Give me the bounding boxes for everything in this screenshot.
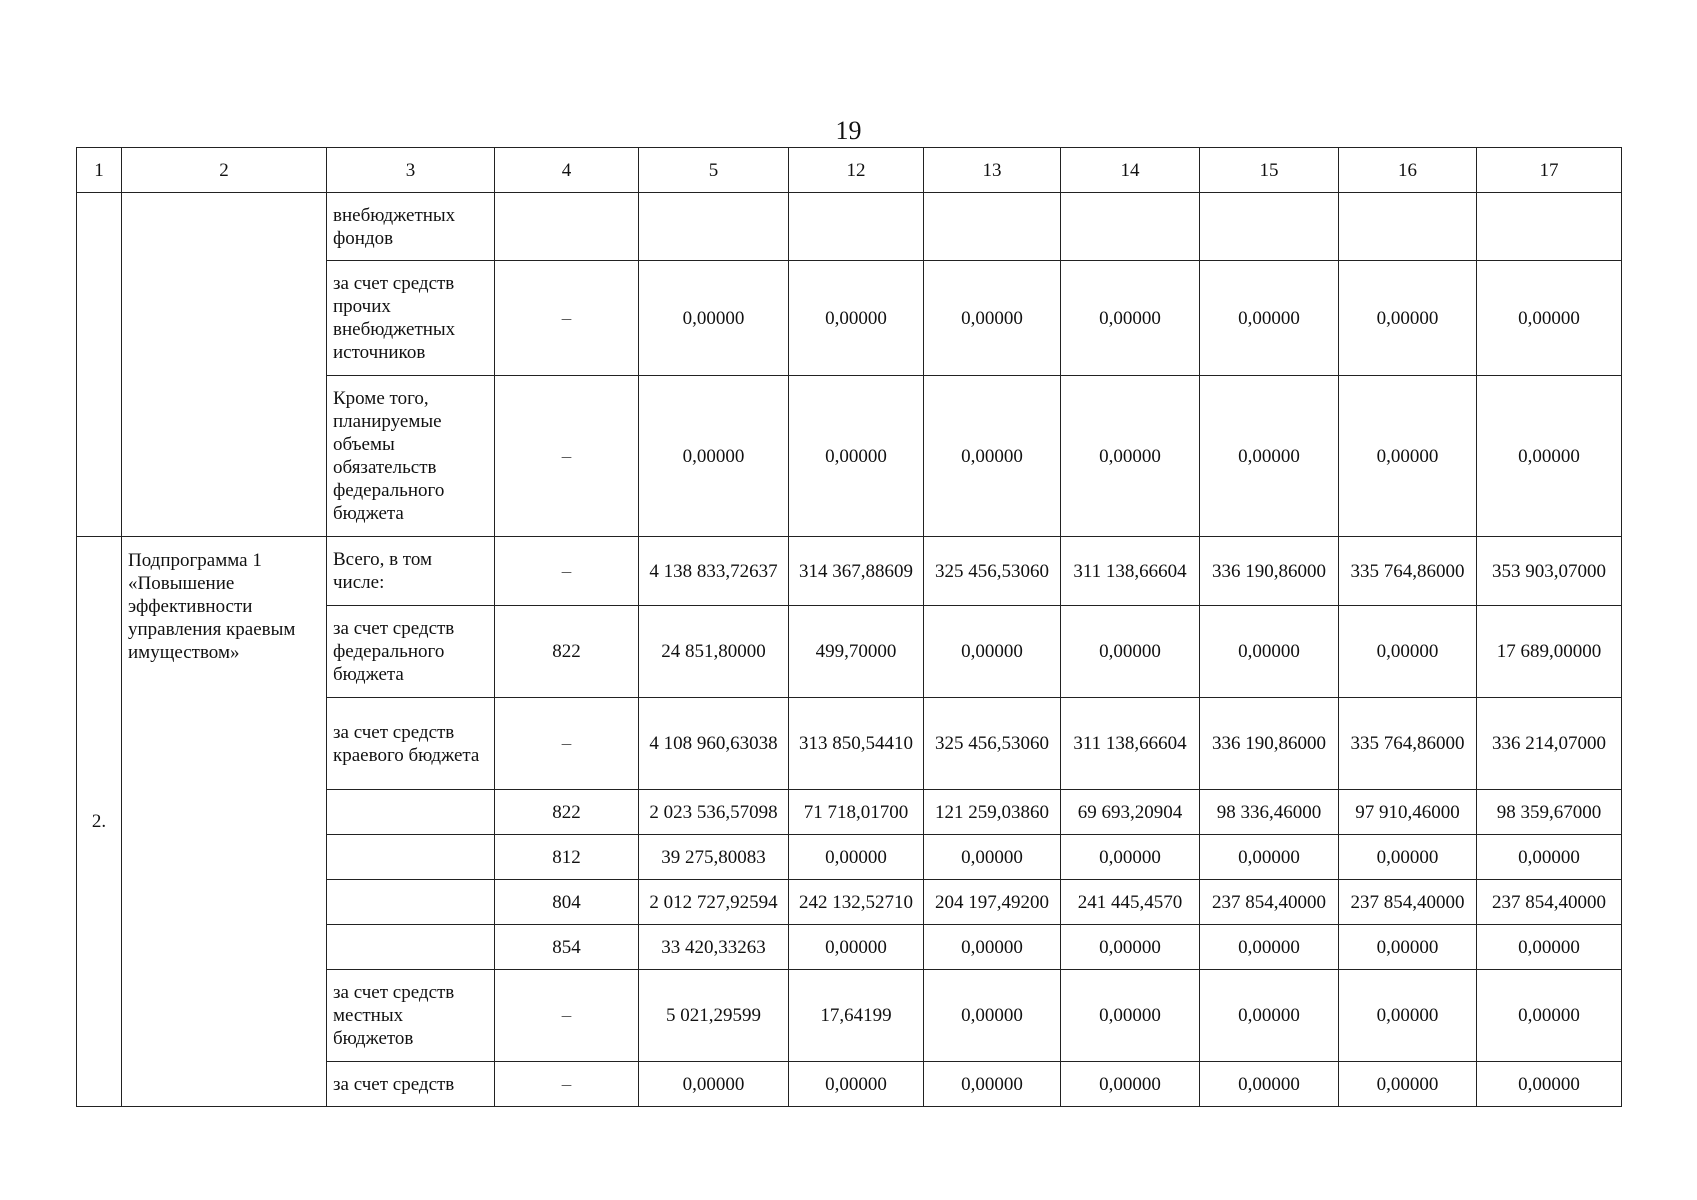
value-cell: 2 012 727,92594 (639, 880, 789, 925)
funding-source: за счет средств федерального бюджета (327, 606, 495, 698)
column-number: 14 (1061, 148, 1200, 193)
value-cell: 39 275,80083 (639, 835, 789, 880)
budget-code: 812 (495, 835, 639, 880)
row-number-cell (77, 193, 122, 537)
funding-source (327, 835, 495, 880)
value-cell (1339, 193, 1477, 261)
value-cell: 0,00000 (1339, 1062, 1477, 1107)
table-row (77, 193, 1622, 261)
funding-source: за счет средств (327, 1062, 495, 1107)
budget-code: – (495, 376, 639, 537)
value-cell: 0,00000 (1477, 261, 1622, 376)
budget-code (495, 193, 639, 261)
value-cell: 0,00000 (1061, 970, 1200, 1062)
funding-source (327, 790, 495, 835)
value-cell: 4 108 960,63038 (639, 698, 789, 790)
column-number: 4 (495, 148, 639, 193)
value-cell: 0,00000 (639, 376, 789, 537)
budget-code: – (495, 970, 639, 1062)
value-cell: 0,00000 (1061, 261, 1200, 376)
value-cell: 0,00000 (1200, 376, 1339, 537)
funding-source: за счет средств местных бюджетов (327, 970, 495, 1062)
value-cell: 0,00000 (924, 970, 1061, 1062)
value-cell (1061, 193, 1200, 261)
value-cell (639, 193, 789, 261)
value-cell (1477, 193, 1622, 261)
value-cell: 335 764,86000 (1339, 537, 1477, 606)
value-cell (924, 193, 1061, 261)
budget-code: – (495, 1062, 639, 1107)
value-cell: 0,00000 (1339, 606, 1477, 698)
column-number: 1 (77, 148, 122, 193)
value-cell: 0,00000 (1477, 835, 1622, 880)
value-cell: 0,00000 (1339, 376, 1477, 537)
value-cell: 0,00000 (1477, 925, 1622, 970)
value-cell: 0,00000 (1477, 970, 1622, 1062)
column-number: 17 (1477, 148, 1622, 193)
column-number: 2 (122, 148, 327, 193)
value-cell: 0,00000 (789, 1062, 924, 1107)
value-cell: 0,00000 (1061, 376, 1200, 537)
value-cell: 0,00000 (1200, 1062, 1339, 1107)
value-cell: 0,00000 (1200, 261, 1339, 376)
value-cell: 71 718,01700 (789, 790, 924, 835)
value-cell: 336 190,86000 (1200, 698, 1339, 790)
value-cell: 237 854,40000 (1339, 880, 1477, 925)
column-number: 13 (924, 148, 1061, 193)
value-cell: 0,00000 (1339, 925, 1477, 970)
value-cell: 336 214,07000 (1477, 698, 1622, 790)
subprogram-name: Подпрограмма 1 «Повышение эффективности управления краевым имуществом» (122, 537, 327, 1107)
value-cell: 0,00000 (1061, 925, 1200, 970)
budget-table (76, 147, 1622, 1107)
funding-source: за счет средств прочих внебюджетных источников (327, 261, 495, 376)
value-cell: 204 197,49200 (924, 880, 1061, 925)
page-number: 19 (835, 116, 862, 145)
value-cell: 98 336,46000 (1200, 790, 1339, 835)
value-cell: 0,00000 (1200, 835, 1339, 880)
value-cell: 0,00000 (924, 925, 1061, 970)
funding-source: за счет средств краевого бюджета (327, 698, 495, 790)
column-number-row (77, 148, 1622, 193)
value-cell (789, 193, 924, 261)
value-cell: 0,00000 (1200, 606, 1339, 698)
value-cell: 0,00000 (1061, 835, 1200, 880)
row-name-cell (122, 193, 327, 537)
value-cell: 0,00000 (639, 1062, 789, 1107)
value-cell: 0,00000 (924, 376, 1061, 537)
value-cell: 336 190,86000 (1200, 537, 1339, 606)
value-cell: 121 259,03860 (924, 790, 1061, 835)
value-cell: 0,00000 (1339, 835, 1477, 880)
value-cell (1200, 193, 1339, 261)
budget-code: 822 (495, 790, 639, 835)
value-cell: 97 910,46000 (1339, 790, 1477, 835)
value-cell: 311 138,66604 (1061, 698, 1200, 790)
value-cell: 325 456,53060 (924, 698, 1061, 790)
value-cell: 0,00000 (924, 835, 1061, 880)
value-cell: 353 903,07000 (1477, 537, 1622, 606)
value-cell: 0,00000 (1061, 1062, 1200, 1107)
column-number: 15 (1200, 148, 1339, 193)
budget-code: – (495, 537, 639, 606)
value-cell: 17,64199 (789, 970, 924, 1062)
value-cell: 242 132,52710 (789, 880, 924, 925)
budget-code: 822 (495, 606, 639, 698)
value-cell: 0,00000 (1477, 376, 1622, 537)
column-number: 3 (327, 148, 495, 193)
column-number: 16 (1339, 148, 1477, 193)
value-cell: 2 023 536,57098 (639, 790, 789, 835)
value-cell: 0,00000 (1477, 1062, 1622, 1107)
value-cell: 0,00000 (789, 835, 924, 880)
value-cell: 313 850,54410 (789, 698, 924, 790)
value-cell: 237 854,40000 (1477, 880, 1622, 925)
budget-code: – (495, 698, 639, 790)
funding-source (327, 880, 495, 925)
budget-code: 854 (495, 925, 639, 970)
section-number: 2. (77, 537, 122, 1107)
column-number: 5 (639, 148, 789, 193)
value-cell: 5 021,29599 (639, 970, 789, 1062)
value-cell: 33 420,33263 (639, 925, 789, 970)
value-cell: 325 456,53060 (924, 537, 1061, 606)
value-cell: 0,00000 (924, 606, 1061, 698)
value-cell: 17 689,00000 (1477, 606, 1622, 698)
value-cell: 0,00000 (639, 261, 789, 376)
value-cell: 0,00000 (1061, 606, 1200, 698)
value-cell: 237 854,40000 (1200, 880, 1339, 925)
value-cell: 0,00000 (1339, 261, 1477, 376)
value-cell: 0,00000 (924, 1062, 1061, 1107)
value-cell: 0,00000 (789, 261, 924, 376)
value-cell: 314 367,88609 (789, 537, 924, 606)
value-cell: 0,00000 (1200, 925, 1339, 970)
funding-source: внебюджетных фондов (327, 193, 495, 261)
value-cell: 335 764,86000 (1339, 698, 1477, 790)
budget-code: 804 (495, 880, 639, 925)
value-cell: 69 693,20904 (1061, 790, 1200, 835)
value-cell: 241 445,4570 (1061, 880, 1200, 925)
funding-source: Всего, в том числе: (327, 537, 495, 606)
value-cell: 311 138,66604 (1061, 537, 1200, 606)
value-cell: 0,00000 (1339, 970, 1477, 1062)
value-cell: 4 138 833,72637 (639, 537, 789, 606)
column-number: 12 (789, 148, 924, 193)
value-cell: 0,00000 (1200, 970, 1339, 1062)
value-cell: 24 851,80000 (639, 606, 789, 698)
value-cell: 499,70000 (789, 606, 924, 698)
budget-code: – (495, 261, 639, 376)
table-row (77, 537, 1622, 606)
funding-source (327, 925, 495, 970)
funding-source: Кроме того, планируемые объемы обязательств федерального бюджета (327, 376, 495, 537)
value-cell: 98 359,67000 (1477, 790, 1622, 835)
value-cell: 0,00000 (924, 261, 1061, 376)
value-cell: 0,00000 (789, 925, 924, 970)
value-cell: 0,00000 (789, 376, 924, 537)
